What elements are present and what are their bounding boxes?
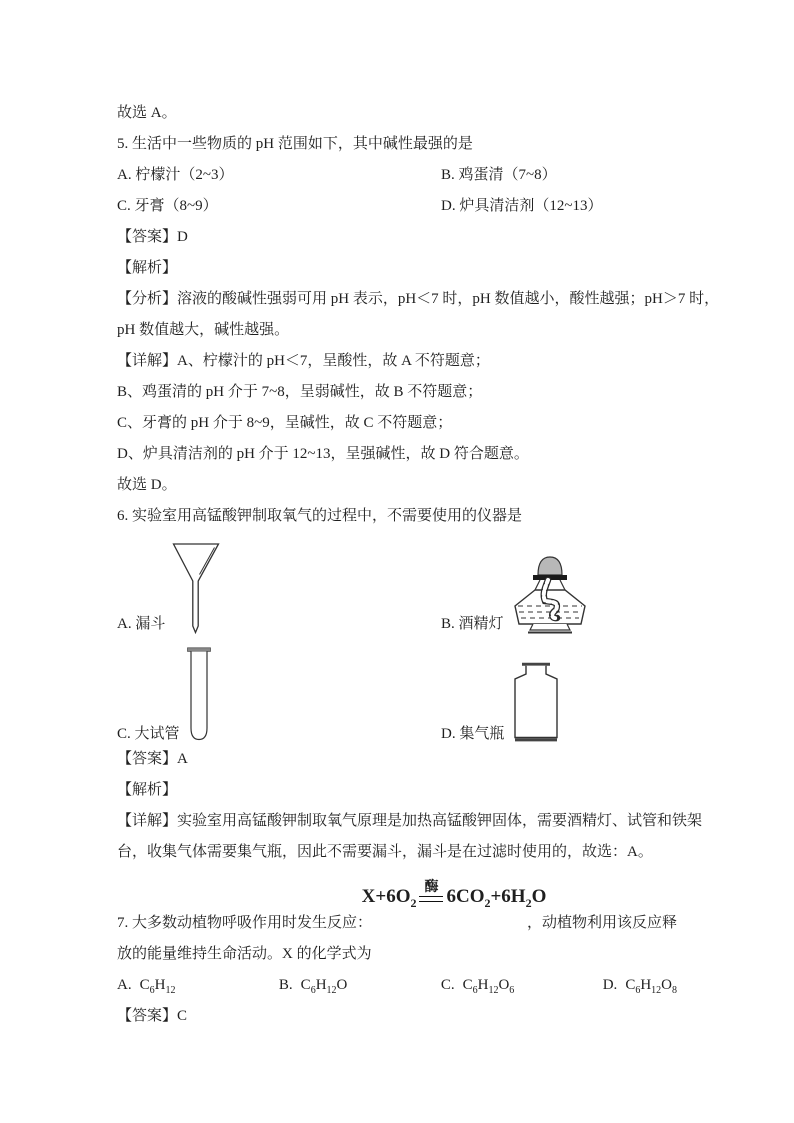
question-7-stem-part-1: 7. 大多数动植物呼吸作用时发生反应： <box>117 915 373 931</box>
question-7-stem-line-2: 放的能量维持生命活动。X 的化学式为 <box>117 946 372 962</box>
question-5-option-d: D. 炉具清洁剂（12~13） <box>441 198 603 214</box>
question-6-option-b-label: B. 酒精灯 <box>441 616 504 632</box>
question-7-option-c-formula: $C_6H_{12}O_6$ <box>462 977 515 996</box>
question-5-closing-line: 故选 D。 <box>117 477 177 493</box>
double-line-equals-sign <box>419 896 443 902</box>
question-5-option-c: C. 牙膏（8~9） <box>117 198 218 214</box>
question-7-option-a-key: A. <box>117 977 132 993</box>
question-7-answer: 【答案】C <box>117 1008 188 1024</box>
question-6-stem: 6. 实验室用高锰酸钾制取氧气的过程中，不需要使用的仪器是 <box>117 508 523 524</box>
equation-left-side: $X+6O_2$ <box>361 886 417 910</box>
question-6-option-c <box>117 647 441 744</box>
question-7-option-b-formula: $C_6H_{12}O$ <box>300 977 348 996</box>
question-5-analysis-header: 【解析】 <box>117 260 178 276</box>
question-7-option-d-formula: $C_6H_{12}O_8$ <box>625 977 678 996</box>
question-6-option-a-label: A. 漏斗 <box>117 616 166 632</box>
question-5-analysis-line-2: pH 数值越大，碱性越强。 <box>117 322 290 338</box>
question-6-option-c-label: C. 大试管 <box>117 726 180 742</box>
question-6-analysis-header: 【解析】 <box>117 782 178 798</box>
question-7-option-c-key: C. <box>440 977 455 993</box>
question-4-closing-line: 故选 A。 <box>117 105 177 121</box>
question-7-option-a-formula: $C_6H_{12}$ <box>139 977 176 996</box>
question-7-option-c <box>441 970 603 1001</box>
question-5-option-b: B. 鸡蛋清（7~8） <box>441 167 557 183</box>
equation-catalyst-over-equals <box>419 880 443 908</box>
question-6-detail-line-1: 【详解】实验室用高锰酸钾制取氧气原理是加热高锰酸钾固体，需要酒精灯、试管和铁架 <box>117 813 703 829</box>
question-6-option-a <box>117 542 441 634</box>
question-7-option-b-key: B. <box>278 977 293 993</box>
question-5-stem: 5. 生活中一些物质的 pH 范围如下，其中碱性最强的是 <box>117 136 473 152</box>
question-7-option-a <box>117 970 279 1001</box>
question-7-options-row <box>117 970 677 1001</box>
question-6-option-b <box>441 554 677 634</box>
equation-right-side: $6CO_2+6H_2O$ <box>446 886 547 910</box>
question-5-options-row-1 <box>117 160 677 191</box>
question-6-option-d-label: D. 集气瓶 <box>441 726 505 742</box>
question-7-equation-block <box>174 868 734 908</box>
question-7-option-b <box>279 970 441 1001</box>
question-5-detail-c: C、牙膏的 pH 介于 8~9，呈碱性，故 C 不符题意； <box>117 415 453 431</box>
question-7-option-d-key: D. <box>602 977 618 993</box>
question-5-option-a: A. 柠檬汁（2~3） <box>117 167 234 183</box>
funnel-icon <box>172 542 220 634</box>
question-5-detail-a: 【详解】A、柠檬汁的 pH＜7，呈酸性，故 A 不符题意； <box>117 353 490 369</box>
question-7-stem-part-2: ，动植物利用该反应释 <box>526 915 677 931</box>
question-6-detail-line-2: 台，收集气体需要集气瓶，因此不需要漏斗，漏斗是在过滤时使用的，故选：A。 <box>117 844 653 860</box>
enzyme-label: 酶 <box>424 880 439 895</box>
question-5-detail-b: B、鸡蛋清的 pH 介于 7~8，呈弱碱性，故 B 不符题意； <box>117 384 483 400</box>
alcohol-lamp-icon <box>511 554 595 634</box>
respiration-equation <box>362 880 547 908</box>
question-5-detail-d: D、炉具清洁剂的 pH 介于 12~13，呈强碱性，故 D 符合题意。 <box>117 446 529 462</box>
question-6-options-row-1 <box>117 532 677 634</box>
question-6-option-d <box>441 662 677 744</box>
gas-collecting-bottle-icon <box>511 662 561 744</box>
document-content <box>117 98 720 1032</box>
question-6-options-row-2 <box>117 634 677 744</box>
question-5-answer: 【答案】D <box>117 229 188 245</box>
question-7-stem-line-1 <box>117 908 677 939</box>
question-7-option-d <box>603 970 677 1001</box>
test-tube-icon <box>187 647 211 744</box>
question-5-options-row-2 <box>117 191 677 222</box>
question-6-answer: 【答案】A <box>117 751 188 767</box>
question-5-analysis-line-1: 【分析】溶液的酸碱性强弱可用 pH 表示，pH＜7 时，pH 数值越小，酸性越强；pH＞7 时， <box>117 291 720 307</box>
